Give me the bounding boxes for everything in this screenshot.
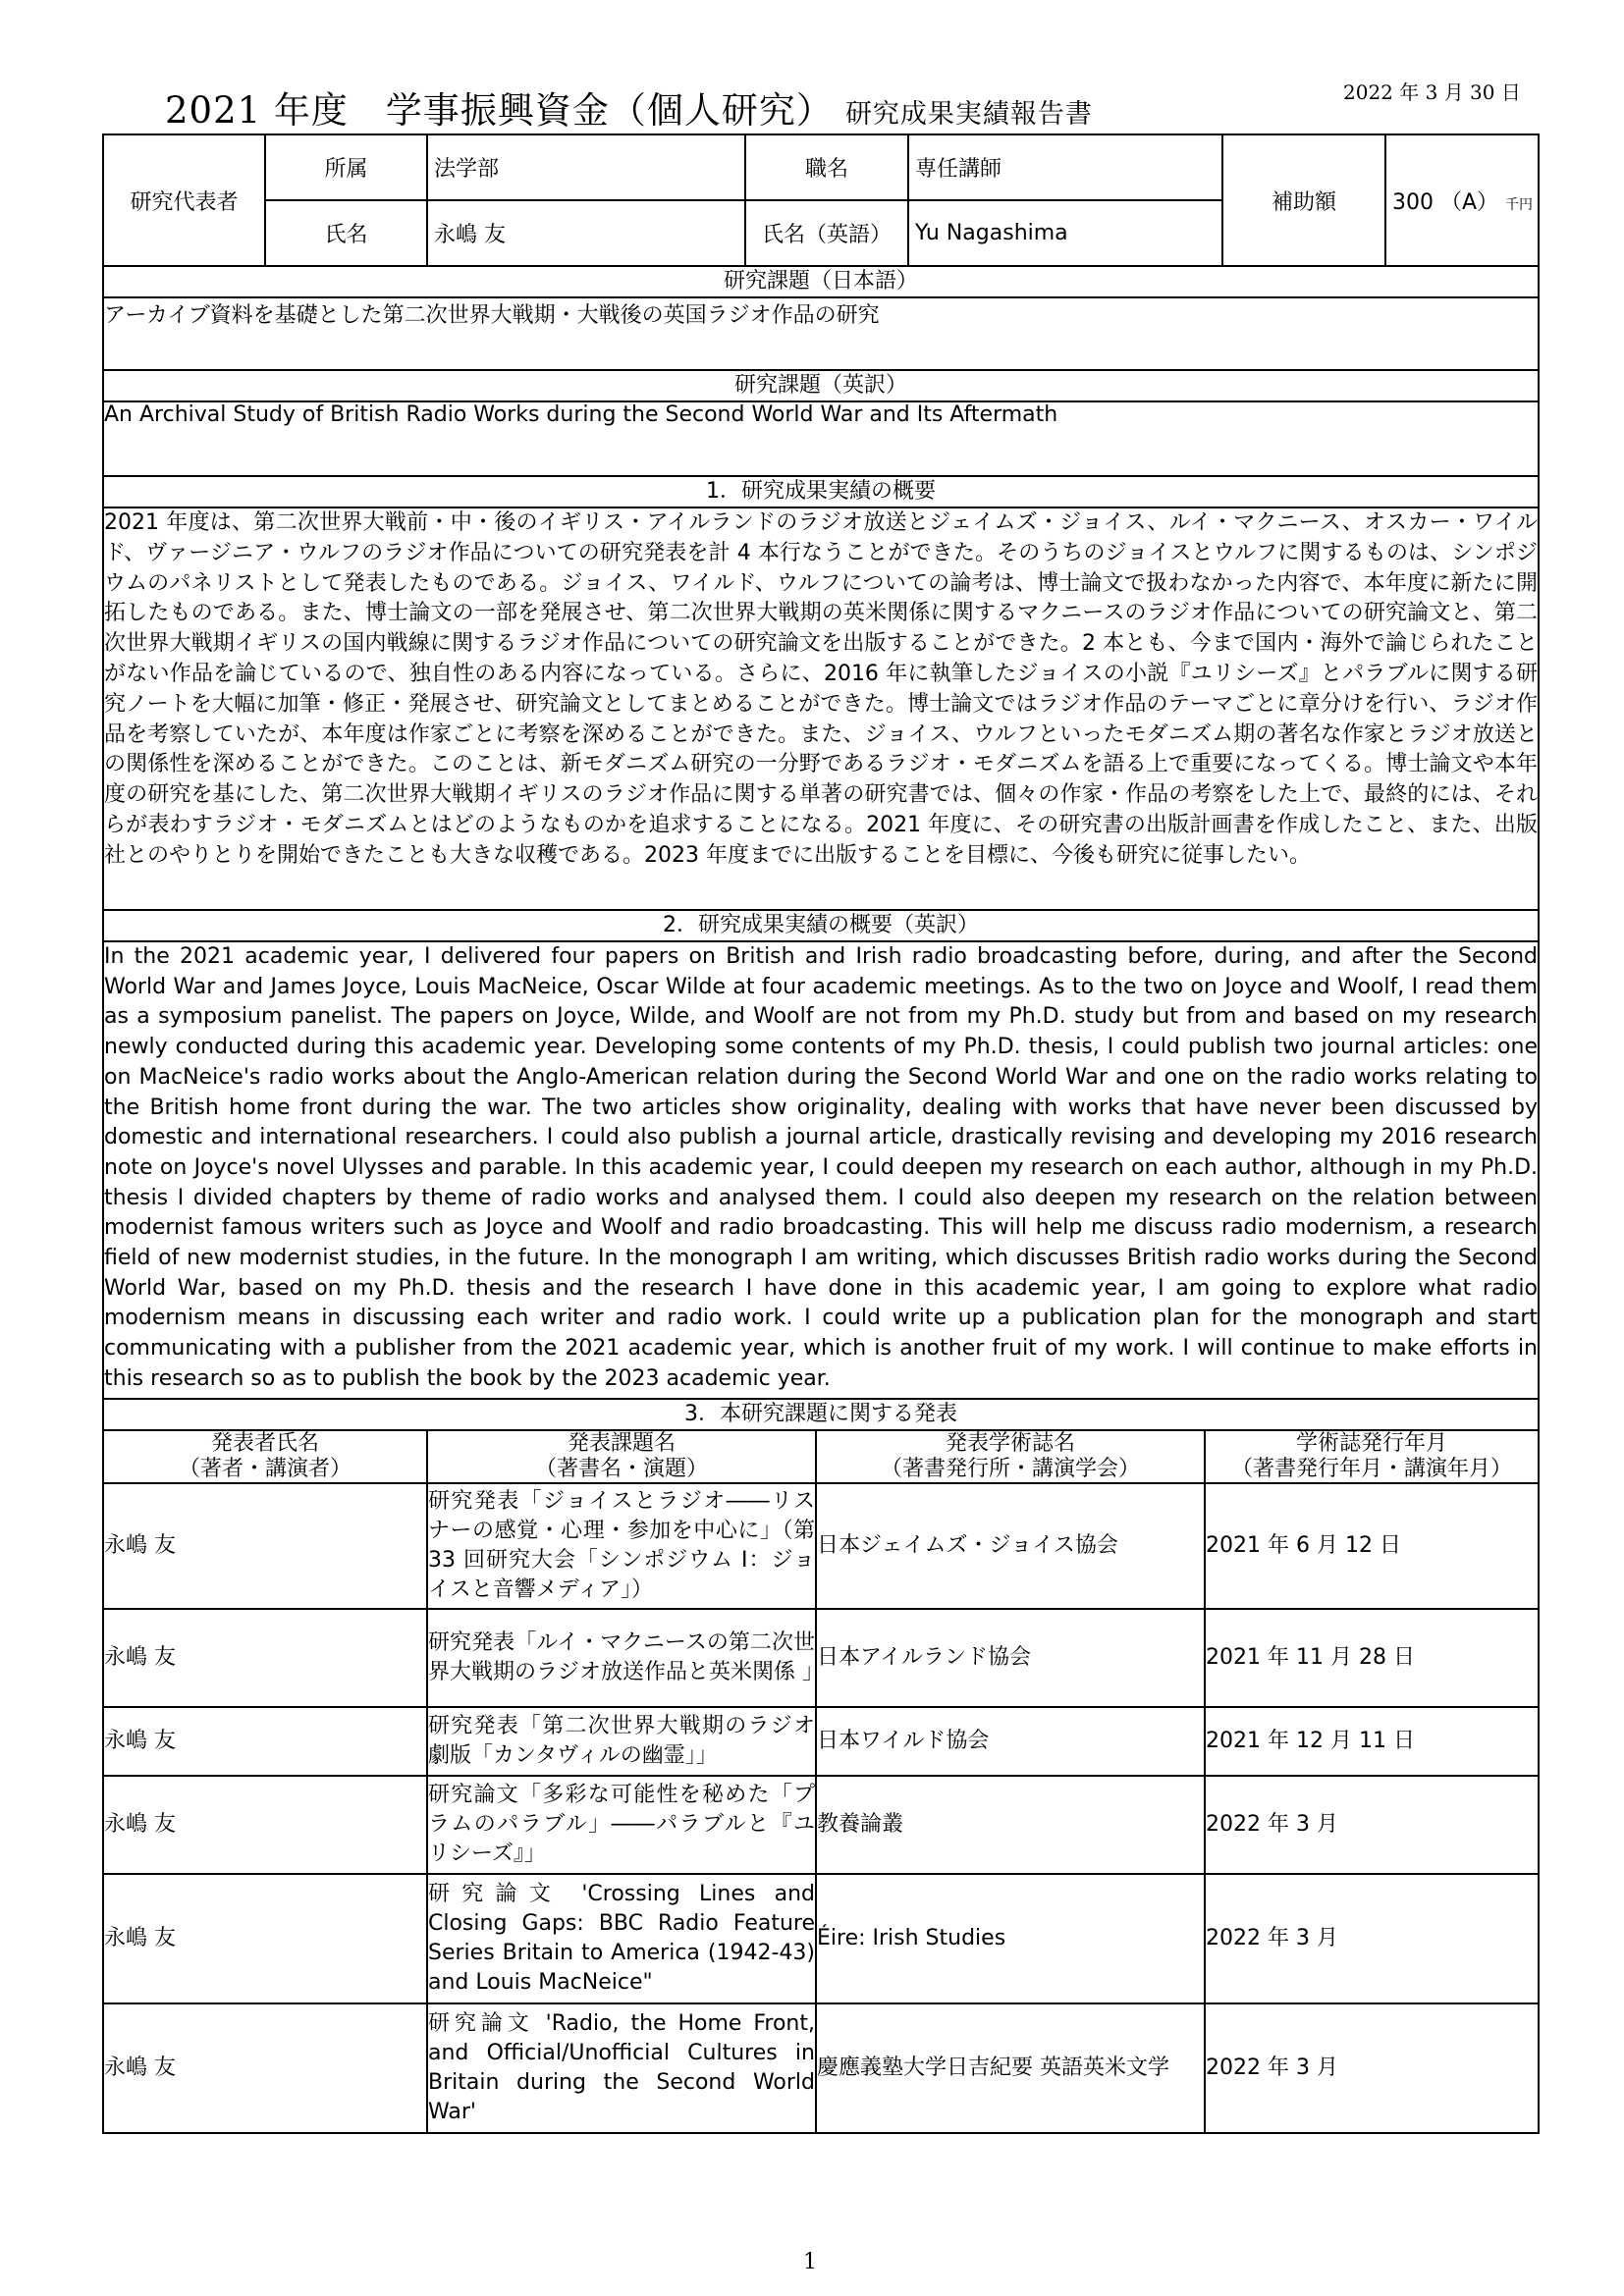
table-row — [103, 1776, 1539, 1874]
column-header-title: 発表課題名 （著書名・演題） — [427, 1430, 816, 1483]
topic-en-header-row — [103, 370, 1539, 401]
presentations-columns — [103, 1430, 1539, 1483]
position-value: 専任講師 — [908, 134, 1222, 200]
title-main: 2021 年度 学事振興資金（個人研究） — [165, 89, 834, 132]
table-row — [103, 1483, 1539, 1609]
summary-en-text: In the 2021 academic year, I delivered four papers on British and Irish radio broadcasting before, during, and after the Second World War and James Joyce, Louis MacNeice, Oscar Wilde at four academic meetings. As to the two on Joyce and Woolf, I read them as a symposium panelist. The papers on Joyce, Wilde, and Woolf are not from my Ph.D. study but from and based on my research newly conducted during this academic year. Developing some contents of my Ph.D. thesis, I could publish two journal articles: one on MacNeice's radio works about the Anglo-American relation during the Second World War and one on the radio works relating to the British home front during the war. The two articles show originality, dealing with works that have never been discussed by domestic and international researchers. I could also publish a journal article, drastically revising and developing my 2016 research note on Joyce's novel Ulysses and parable. In this academic year, I could deepen my research on each author, although in my Ph.D. thesis I divided chapters by theme of radio works and analysed them. I could also deepen my research on the relation between modernist famous writers such as Joyce and Woolf and radio broadcasting. This will help me discuss radio modernism, a research field of new modernist studies, in the future. In the monograph I am writing, which discusses British radio works during the Second World War, based on my Ph.D. thesis and the research I have done in this academic year, I am going to explore what radio modernism means in discussing each writer and radio work. I could write up a publication plan for the monograph and start communicating with a publisher from the 2021 academic year, which is another fruit of my work. I will continue to make efforts in this research so as to publish the book by the 2023 academic year. — [103, 941, 1539, 1399]
title-cell: 研究発表「ルイ・マクニースの第二次世界大戦期のラジオ放送作品と英米関係 」 — [427, 1609, 816, 1707]
date-cell: 2022 年 3 月 — [1205, 1874, 1539, 2003]
name-en-value: Yu Nagashima — [908, 200, 1222, 266]
name-en-label: 氏名（英語） — [745, 200, 908, 266]
date-cell: 2022 年 3 月 — [1205, 2003, 1539, 2133]
report-date: 2022 年 3 月 30 日 — [1343, 80, 1521, 104]
report-form — [102, 133, 1540, 1431]
summary-en-label: 2．研究成果実績の概要（英訳） — [103, 910, 1539, 941]
topic-en-label: 研究課題（英訳） — [103, 370, 1539, 401]
grant-cell — [1385, 134, 1539, 266]
name-label: 氏名 — [265, 200, 427, 266]
presenter-cell: 永嶋 友 — [103, 1707, 427, 1776]
presenter-cell: 永嶋 友 — [103, 1609, 427, 1707]
presentations-table — [102, 1429, 1540, 2134]
summary-en-header-row — [103, 910, 1539, 941]
topic-ja-header-row — [103, 266, 1539, 297]
summary-en-row — [103, 941, 1539, 1399]
title-cell: 研究論文「多彩な可能性を秘めた「プラムのパラブル」――パラブルと『ユリシーズ』」 — [427, 1776, 816, 1874]
page-number: 1 — [803, 2250, 817, 2274]
title-cell: 研究発表「第二次世界大戦期のラジオ劇版「カンタヴィルの幽霊」」 — [427, 1707, 816, 1776]
column-header-presenter: 発表者氏名 （著者・講演者） — [103, 1430, 427, 1483]
table-row — [103, 1874, 1539, 2003]
topic-ja-row — [103, 297, 1539, 370]
column-header-date: 学術誌発行年月 （著書発行年月・講演年月） — [1205, 1430, 1539, 1483]
presenter-cell: 永嶋 友 — [103, 1483, 427, 1609]
grant-unit: 千円 — [1505, 196, 1534, 213]
presentations-label: 3．本研究課題に関する発表 — [103, 1399, 1539, 1430]
title-sub: 研究成果実績報告書 — [844, 99, 1093, 130]
affiliation-value: 法学部 — [427, 134, 745, 200]
presenter-cell: 永嶋 友 — [103, 2003, 427, 2133]
summary-ja-header-row — [103, 476, 1539, 507]
topic-en-text: An Archival Study of British Radio Works during the Second World War and Its Aftermath — [103, 401, 1539, 476]
venue-cell: 日本ワイルド協会 — [816, 1707, 1205, 1776]
summary-ja-label: 1．研究成果実績の概要 — [103, 476, 1539, 507]
affiliation-label: 所属 — [265, 134, 427, 200]
venue-cell: 日本アイルランド協会 — [816, 1609, 1205, 1707]
date-cell: 2021 年 11 月 28 日 — [1205, 1609, 1539, 1707]
grant-label: 補助額 — [1222, 134, 1385, 266]
presenter-cell: 永嶋 友 — [103, 1776, 427, 1874]
representative-label: 研究代表者 — [103, 134, 265, 266]
position-label: 職名 — [745, 134, 908, 200]
date-cell: 2021 年 6 月 12 日 — [1205, 1483, 1539, 1609]
table-row — [103, 1609, 1539, 1707]
venue-cell: 教養論叢 — [816, 1776, 1205, 1874]
title-cell: 研究論文 'Radio, the Home Front, and Official/Unofficial Cultures in Britain during the Second World War' — [427, 2003, 816, 2133]
table-row — [103, 2003, 1539, 2133]
name-value: 永嶋 友 — [427, 200, 745, 266]
date-cell: 2021 年 12 月 11 日 — [1205, 1707, 1539, 1776]
report-title — [165, 80, 1093, 133]
summary-ja-row — [103, 507, 1539, 910]
topic-en-row — [103, 401, 1539, 476]
grant-amount: 300 （A） — [1392, 189, 1499, 215]
date-cell: 2022 年 3 月 — [1205, 1776, 1539, 1874]
venue-cell: 慶應義塾大学日吉紀要 英語英米文学 — [816, 2003, 1205, 2133]
representative-row-1 — [103, 134, 1539, 200]
presentations-header-row — [103, 1399, 1539, 1430]
table-row — [103, 1707, 1539, 1776]
summary-ja-text: 2021 年度は、第二次世界大戦前・中・後のイギリス・アイルランドのラジオ放送とジェイムズ・ジョイス、ルイ・マクニース、オスカー・ワイルド、ヴァージニア・ウルフのラジオ作品についての研究発表を計 4 本行なうことができた。そのうちのジョイスとウルフに関するものは、シンポジウムのパネリストとして発表したものである。ジョイス、ワイルド、ウルフについての論考は、博士論文で扱わなかった内容で、本年度に新たに開拓したものである。また、博士論文の一部を発展させ、第二次世界大戦期の英米関係に関するマクニースのラジオ作品についての研究論文と、第二次世界大戦期イギリスの国内戦線に関するラジオ作品についての研究論文を出版することができた。2 本とも、今まで国内・海外で論じられたことがない作品を論じているので、独自性のある内容になっている。さらに、2016 年に執筆したジョイスの小説『ユリシーズ』とパラブルに関する研究ノートを大幅に加筆・修正・発展させ、研究論文としてまとめることができた。博士論文ではラジオ作品のテーマごとに章分けを行い、ラジオ作品を考察していたが、本年度は作家ごとに考察を深めることができた。また、ジョイス、ウルフといったモダニズム期の著名な作家とラジオ放送との関係性を深めることができた。このことは、新モダニズム研究の一分野であるラジオ・モダニズムを語る上で重要になってくる。博士論文や本年度の研究を基にした、第二次世界大戦期イギリスのラジオ作品に関する単著の研究書では、個々の作家・作品の考察をした上で、最終的には、それらが表わすラジオ・モダニズムとはどのようなものかを追求することになる。2021 年度に、その研究書の出版計画書を作成したこと、また、出版社とのやりとりを開始できたことも大きな収穫である。2023 年度までに出版することを目標に、今後も研究に従事したい。 — [103, 507, 1539, 910]
venue-cell: 日本ジェイムズ・ジョイス協会 — [816, 1483, 1205, 1609]
topic-ja-label: 研究課題（日本語） — [103, 266, 1539, 297]
presenter-cell: 永嶋 友 — [103, 1874, 427, 2003]
topic-ja-text: アーカイブ資料を基礎とした第二次世界大戦期・大戦後の英国ラジオ作品の研究 — [103, 297, 1539, 370]
venue-cell: Éire: Irish Studies — [816, 1874, 1205, 2003]
title-cell: 研究発表「ジョイスとラジオ――リスナーの感覚・心理・参加を中心に」（第 33 回研究大会「シンポジウム I：ジョイスと音響メディア」） — [427, 1483, 816, 1609]
column-header-venue: 発表学術誌名 （著書発行所・講演学会） — [816, 1430, 1205, 1483]
title-cell: 研究論文 'Crossing Lines and Closing Gaps: BBC Radio Feature Series Britain to America (1942-43) and Louis MacNeice" — [427, 1874, 816, 2003]
